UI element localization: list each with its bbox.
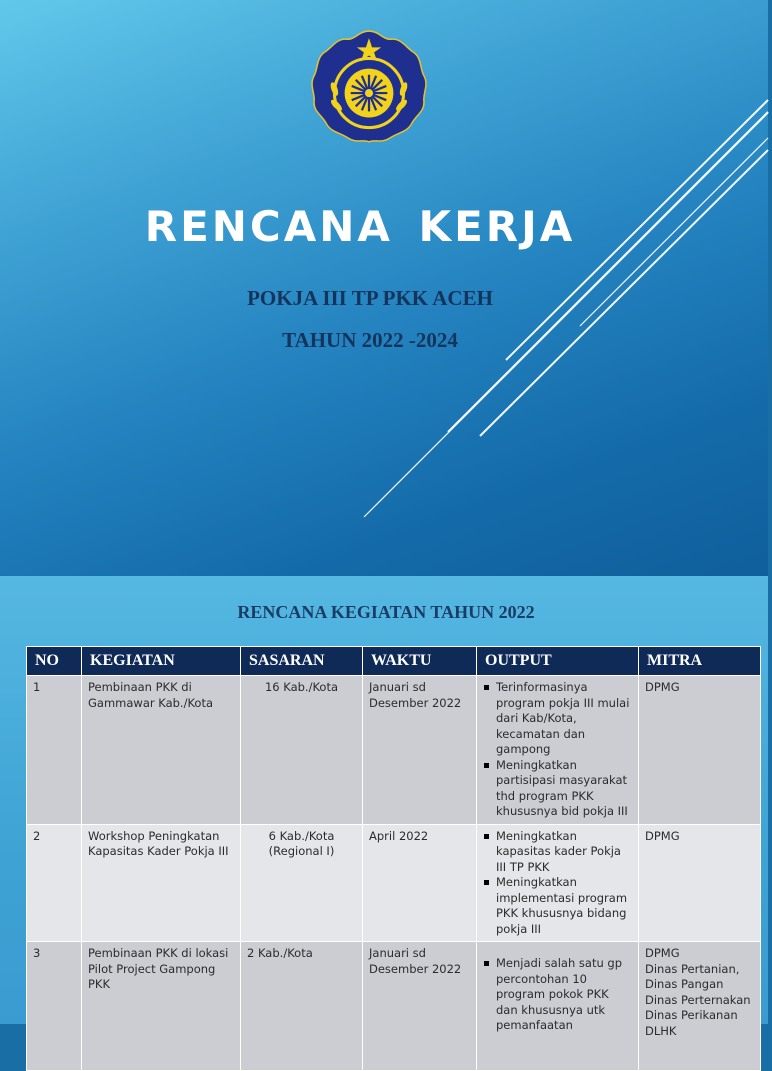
cell-waktu: April 2022 bbox=[363, 824, 477, 942]
output-list bbox=[483, 956, 632, 1034]
pkk-emblem-icon bbox=[308, 28, 430, 150]
cell-sasaran: 2 Kab./Kota bbox=[241, 942, 363, 1071]
output-item: Meningkatkan implementasi program PKK khususnya bidang pokja III bbox=[483, 875, 632, 937]
cell-waktu: Januari sd Desember 2022 bbox=[363, 676, 477, 825]
output-list bbox=[483, 680, 632, 820]
table-row bbox=[27, 676, 761, 825]
output-item: Meningkatkan kapasitas kader Pokja III TP PKK bbox=[483, 829, 632, 876]
cell-kegiatan: Pembinaan PKK di Gammawar Kab./Kota bbox=[82, 676, 241, 825]
slide-subtitle-organization: POKJA III TP PKK ACEH bbox=[247, 286, 493, 310]
mitra-item: Dinas Pangan bbox=[645, 977, 724, 991]
output-item: Terinformasinya program pokja III mulai dari Kab/Kota, kecamatan dan gampong bbox=[483, 680, 632, 758]
cell-mitra: DPMG bbox=[639, 676, 761, 825]
cell-kegiatan: Workshop Peningkatan Kapasitas Kader Pokja III bbox=[82, 824, 241, 942]
cell-no: 3 bbox=[27, 942, 82, 1071]
cell-output bbox=[477, 824, 639, 942]
slide-subtitle-period: TAHUN 2022 -2024 bbox=[282, 328, 458, 352]
column-header-output: OUTPUT bbox=[477, 647, 639, 676]
cell-mitra: DPMG bbox=[639, 824, 761, 942]
cell-waktu: Januari sd Desember 2022 bbox=[363, 942, 477, 1071]
cell-mitra bbox=[639, 942, 761, 1071]
table-header-row bbox=[27, 647, 761, 676]
slide-title: RENCANA KERJA bbox=[144, 202, 576, 251]
column-header-waktu: WAKTU bbox=[363, 647, 477, 676]
table-row bbox=[27, 942, 761, 1071]
plan-slide-title: RENCANA KEGIATAN TAHUN 2022 bbox=[237, 602, 535, 622]
cell-kegiatan: Pembinaan PKK di lokasi Pilot Project Gampong PKK bbox=[82, 942, 241, 1071]
mitra-item: Dinas Perternakan bbox=[645, 992, 751, 1007]
column-header-no: NO bbox=[27, 647, 82, 676]
cell-output bbox=[477, 676, 639, 825]
mitra-item: DPMG bbox=[645, 946, 680, 960]
output-list bbox=[483, 829, 632, 938]
mitra-item: Dinas Perikanan bbox=[645, 1008, 738, 1022]
cell-sasaran: 16 Kab./Kota bbox=[241, 676, 363, 825]
mitra-item: DLHK bbox=[645, 1023, 677, 1038]
deco-line bbox=[448, 112, 768, 432]
cell-sasaran: 6 Kab./Kota (Regional I) bbox=[241, 824, 363, 942]
plan-slide bbox=[0, 576, 768, 1038]
output-item: Meningkatkan partisipasi masyarakat thd program PKK khususnya bid pokja III bbox=[483, 758, 632, 820]
table-row bbox=[27, 824, 761, 942]
cell-output bbox=[477, 942, 639, 1071]
output-item: Menjadi salah satu gp percontohan 10 program pokok PKK dan khususnya utk pemanfaatan bbox=[483, 956, 632, 1034]
mitra-list bbox=[645, 946, 754, 1039]
activity-plan-table bbox=[26, 646, 761, 1071]
column-header-sasaran: SASARAN bbox=[241, 647, 363, 676]
mitra-item: Dinas Pertanian, bbox=[645, 961, 740, 976]
column-header-kegiatan: KEGIATAN bbox=[82, 647, 241, 676]
column-header-mitra: MITRA bbox=[639, 647, 761, 676]
cell-no: 1 bbox=[27, 676, 82, 825]
cell-no: 2 bbox=[27, 824, 82, 942]
deco-line bbox=[364, 113, 768, 517]
